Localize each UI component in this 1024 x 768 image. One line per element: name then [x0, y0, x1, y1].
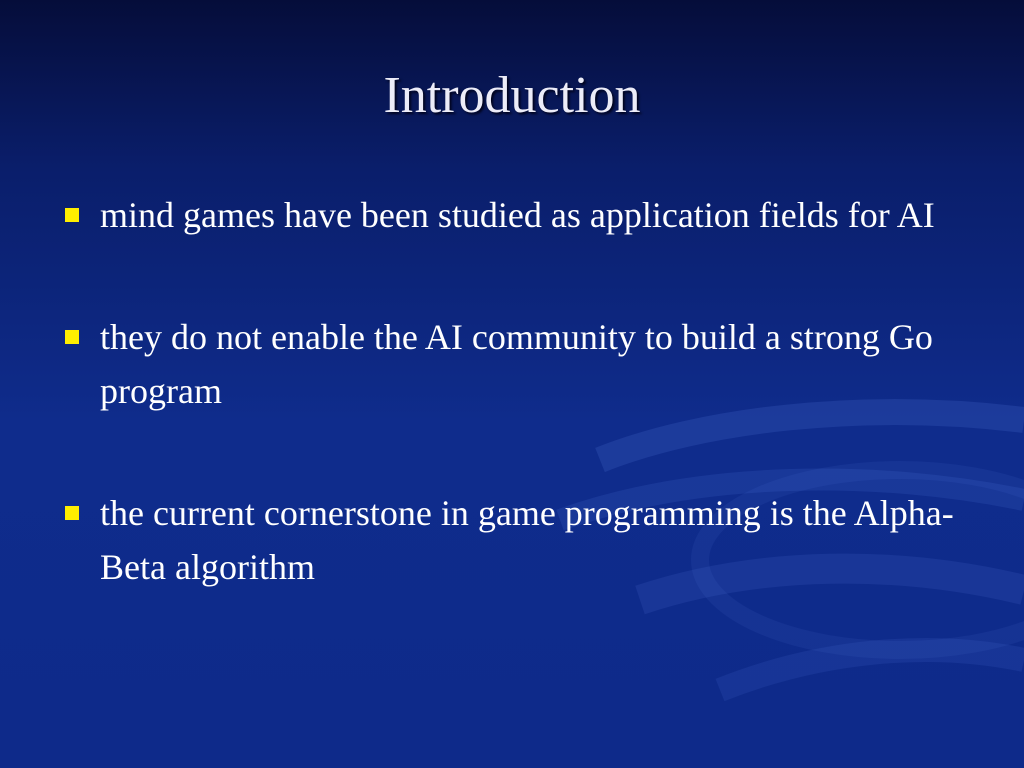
bullet-text: they do not enable the AI community to build a strong Go program: [100, 317, 933, 411]
slide-title: Introduction: [383, 67, 641, 124]
bullet-item: [60, 310, 980, 418]
bullet-list: [60, 188, 980, 662]
bullet-item: [60, 188, 980, 242]
bullet-item: [60, 486, 980, 594]
square-bullet-icon: [65, 208, 79, 222]
bullet-text: mind games have been studied as application fields for AI: [100, 195, 935, 235]
square-bullet-icon: [65, 330, 79, 344]
square-bullet-icon: [65, 506, 79, 520]
bullet-text: the current cornerstone in game programming is the Alpha-Beta algorithm: [100, 493, 954, 587]
